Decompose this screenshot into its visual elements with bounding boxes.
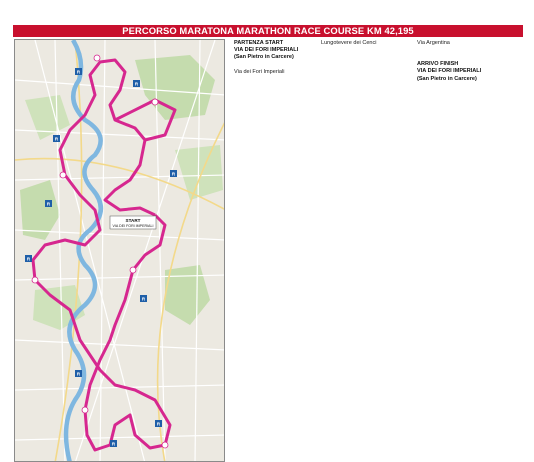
svg-text:R: R (134, 81, 139, 87)
start-finish-marker (110, 216, 156, 229)
start-street: VIA DEI FORI IMPERIALI (234, 47, 299, 54)
start-note: (San Pietro in Carcere) (234, 54, 294, 61)
street-list-col2 (321, 40, 404, 47)
svg-text:R: R (141, 296, 146, 302)
svg-text:R: R (46, 201, 51, 207)
street-list (234, 69, 312, 76)
svg-text:START: START (125, 218, 141, 223)
street-item: Via dei Fori Imperiali (234, 68, 285, 75)
svg-text:R: R (76, 371, 81, 377)
page-title: PERCORSO MARATONA MARATHON RACE COURSE KM 42,195 (13, 25, 523, 37)
street-item: Via Argentina (417, 40, 450, 46)
finish-street: VIA DEI FORI IMPERIALI (417, 68, 482, 75)
svg-text:VIA DEI FORI IMPERIALI: VIA DEI FORI IMPERIALI (112, 224, 154, 228)
svg-text:R: R (171, 171, 176, 177)
svg-text:R: R (26, 256, 31, 262)
street-list (321, 40, 404, 47)
street-list (417, 40, 496, 47)
street-list-col3 (417, 40, 496, 83)
start-title: PARTENZA START (234, 40, 284, 46)
svg-text:R: R (76, 69, 81, 75)
finish-note: (San Pietro in Carcere) (417, 75, 477, 82)
map-svg (15, 40, 225, 462)
svg-text:R: R (111, 441, 116, 447)
route-map (14, 39, 225, 462)
street-list-col1 (234, 40, 312, 76)
finish-title: ARRIVO FINISH (417, 61, 459, 68)
svg-text:R: R (156, 421, 161, 427)
svg-text:R: R (54, 136, 59, 142)
street-item: Lungotevere dei Cenci (321, 40, 377, 46)
